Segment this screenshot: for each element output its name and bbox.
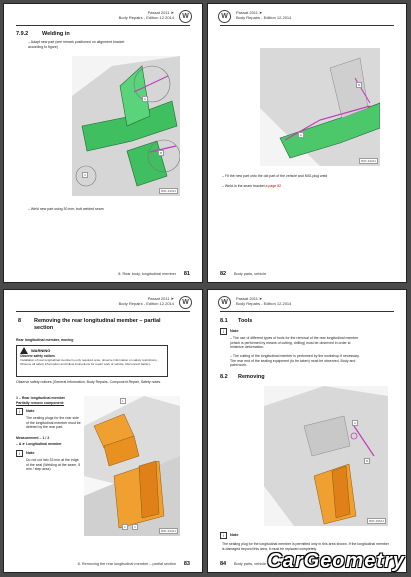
page-number: 83: [183, 561, 190, 567]
figure-welding: [72, 56, 180, 196]
warning-body: Installation of rear longitudinal member is only required once, observe information on safety restrictions. Observe all safety information and follow instructions for repair work of vehicle. Disconnect battery.: [20, 358, 158, 366]
figure-drawing: [72, 56, 180, 196]
step-heading: 1 – Rear longitudinal member: [16, 396, 66, 400]
warning-box: [16, 345, 168, 377]
header-divider: [220, 311, 394, 312]
watermark-logo: CarGeometry: [267, 550, 405, 572]
instruction-bullet: – Adapt new part (see remark positioned on alignment bracket according to figure): [28, 40, 138, 49]
callout-label: A: [144, 97, 147, 101]
vw-logo-icon: W: [218, 10, 231, 23]
figure-drawing: [84, 396, 180, 536]
warning-icon: [20, 347, 28, 354]
note-text: – The use of different types of tools for the removal of the rear longitudinal member (which is performed by means of cutting, drilling) must be observed in order to minimize deformation.: [230, 336, 360, 350]
figure-longitudinal-member: [84, 396, 180, 536]
page-number: 84: [220, 561, 227, 567]
instruction-bullet: – Fit the new part onto the old part of the vehicle and MIG-plug weld: [222, 174, 352, 179]
callout-label: 1: [122, 399, 124, 403]
intro-text: Observe safety notices (General Information, Body Repairs, Component Repair, Safety notes.: [16, 380, 162, 384]
step-subheading: – A ➤ Longitudinal member: [16, 442, 62, 446]
note-icon: i: [220, 532, 227, 539]
instruction-bullet: – Weld new part using 30 mm, butt welded seam: [28, 207, 148, 212]
note-text: Do not cut into 33 mm at the edge of the seal (Welding at the seam, 5 mm / step area).: [26, 458, 81, 472]
vw-logo-icon: W: [218, 296, 231, 309]
callout-label: 3: [134, 525, 136, 529]
page-header: [119, 10, 174, 20]
note-icon: i: [16, 408, 23, 415]
page-footer: Body parts, vehicle: [234, 272, 267, 276]
manual-page-82: [207, 3, 407, 283]
section-title: Welding in: [42, 31, 70, 37]
figure-code: B0K-39421: [160, 529, 176, 533]
subsection-title: Removing: [238, 374, 265, 380]
note-label: Note: [230, 329, 239, 333]
header-subtitle: Body Repairs - Edition 12.2014: [236, 15, 292, 20]
callout-label: 2: [124, 525, 126, 529]
warning-subheading: Observe safety notices: [20, 354, 55, 358]
callout-label: A: [300, 133, 303, 137]
header-subtitle: Body Repairs - Edition 12.2014: [118, 301, 174, 306]
figure-code: B0K-39331: [160, 189, 176, 193]
figure-drawing: [264, 386, 388, 526]
note-icon: i: [220, 328, 227, 335]
bullet-text: Weld-in the seam bracket: [224, 184, 266, 188]
callout-label: B: [366, 459, 369, 463]
figure-removing: [264, 386, 388, 526]
section-title: Removing the rear longitudinal member – partial section: [34, 318, 161, 331]
figure-new-part: [260, 48, 380, 166]
page-header: [236, 10, 291, 20]
figure-code: B0K-39241: [360, 159, 376, 163]
page-footer: 8. Rear body, longitudinal member: [118, 272, 176, 276]
note-label: Note: [26, 451, 35, 455]
note-icon: i: [16, 450, 23, 457]
instruction-bullet: [222, 184, 352, 189]
figure-code: B0K-39512: [368, 519, 384, 523]
subsection-title: Rear longitudinal member, moving: [16, 338, 74, 342]
step-heading: Measurement – 1 / 2: [16, 436, 50, 440]
vw-logo-icon: W: [179, 10, 192, 23]
vw-logo-icon: W: [179, 296, 192, 309]
manual-page-83: [3, 289, 203, 573]
callout-label: A: [354, 421, 357, 425]
header-divider: [220, 25, 394, 26]
section-number: 7.9.2: [16, 31, 29, 37]
header-model: Passat 2011 ➤: [236, 10, 263, 15]
page-number: 82: [220, 271, 227, 277]
subsection-number: 8.2: [220, 374, 228, 380]
header-subtitle: Body Repairs - Edition 12.2014: [236, 301, 292, 306]
callout-label: C: [84, 173, 87, 177]
note-label: Note: [230, 533, 239, 537]
callout-label: B: [358, 83, 361, 87]
section-number: 8: [18, 318, 22, 324]
page-header: [119, 296, 174, 306]
figure-drawing: [260, 48, 380, 166]
page-number: 81: [183, 271, 190, 277]
section-title: Tools: [238, 318, 253, 324]
header-model: Passat 2011 ➤: [147, 10, 174, 15]
note-text: The sealing plugs for the rear side of the longitudinal member must be deleted by the rear part.: [26, 416, 81, 430]
note-label: Note: [26, 409, 35, 413]
page-footer: Body parts, vehicle: [234, 562, 267, 566]
note-text: The sealing plug for the longitudinal member is permitted only in this area shown. If the longitudinal member is damaged beyond this area, it must be replaced completely.: [222, 542, 389, 551]
page-header: [236, 296, 291, 306]
manual-page-84: [207, 289, 407, 573]
header-divider: [16, 25, 190, 26]
manual-page-81: [3, 3, 203, 283]
step-subheading: Partially remove component:: [16, 401, 65, 405]
callout-label: B: [160, 151, 163, 155]
warning-heading: WARNING: [31, 348, 51, 353]
header-divider: [16, 311, 190, 312]
header-model: Passat 2011 ➤: [147, 296, 174, 301]
header-model: Passat 2011 ➤: [236, 296, 263, 301]
header-subtitle: Body Repairs - Edition 12.2014: [118, 15, 174, 20]
section-number: 8.1: [220, 318, 228, 324]
note-text: – The cutting of the longitudinal member is performed by the workshop if necessary. The rear end of the sealing equipment (to be taken) must be observed. Body and paint work.: [230, 354, 360, 368]
page-footer: 8. Removing the rear longitudinal member – partial section: [77, 562, 176, 566]
page-link[interactable]: a page 82: [265, 184, 282, 188]
